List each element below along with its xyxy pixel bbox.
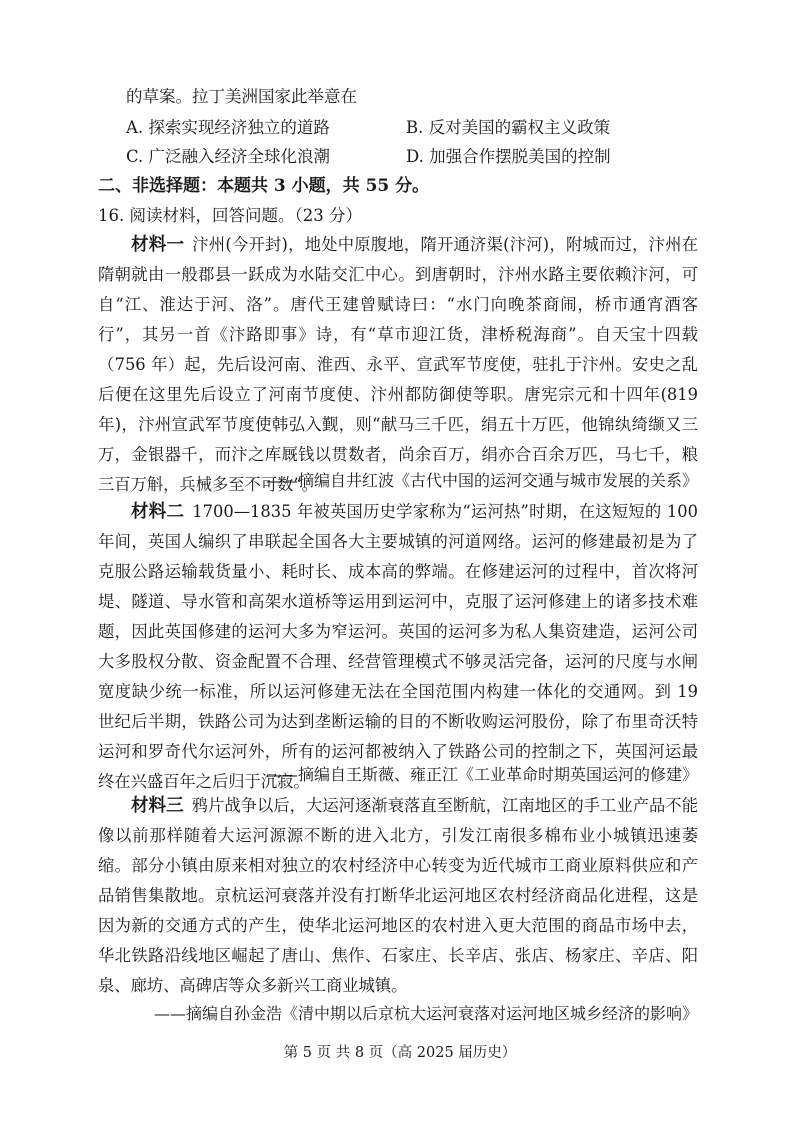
page-footer: 第 5 页 共 8 页（高 2025 届历史） xyxy=(283,1045,517,1061)
material-3 xyxy=(98,791,698,1001)
material-1-text: 汴州(今开封)，地处中原腹地，隋开通济渠(汴河)，附城而过，汴州在隋朝就由一般郡县一跃成为水陆交汇中心。到唐朝时，汴州水路主要依赖汴河，可自“江、淮达于河、洛”。唐代王建曾赋诗曰：“水门向晚茶商闹，桥市通宵酒客行”，其另一首《汴路即事》诗，有“草市迎江货，津桥税海商”。自天宝十四载（756 年）起，先后设河南、淮西、永平、宣武军节度使，驻扎于汴州。安史之乱后便在这里先后设立了河南节度使、汴州都防御使等职。唐宪宗元和十四年(819 年)，汴州宣武军节度使韩弘入觐，则“献马三千匹，绢五十万匹，他锦纨绮缬又三万，金银器千，而汴之库厩钱以贯数者，尚余百万，绢亦合百余万匹，马七千，粮三百万斛，兵械多至不可数”。 xyxy=(98,235,698,494)
question-16-heading: 16. 阅读材料，回答问题。（23 分） xyxy=(98,206,362,225)
question-15-stem-tail: 的草案。拉丁美洲国家此举意在 xyxy=(126,87,357,106)
option-a: A. 探索实现经济独立的道路 xyxy=(126,118,330,137)
option-d: D. 加强合作摆脱美国的控制 xyxy=(406,147,611,166)
material-1-label: 材料一 xyxy=(131,235,185,255)
option-b: B. 反对美国的霸权主义政策 xyxy=(406,118,611,137)
material-2-text: 1700—1835 年被英国历史学家称为“运河热”时期，在这短短的 100 年间，英国人编织了串联起全国各大主要城镇的河道网络。运河的修建最初是为了克服公路运输载货量小、耗时长、成本高的弊端。在修建运河的过程中，首次将河堤、隧道、导水管和高架水道桥等运用到运河中，克服了运河修建上的诸多技术难题，因此英国修建的运河大多为窄运河。英国的运河多为私人集资建造，运河公司大多股权分散、资金配置不合理、经营管理模式不够灵活完备，运河的尺度与水闸宽度缺少统一标准，所以运河修建无法在全国范围内构建一体化的交通网。到 19 世纪后半期，铁路公司为达到垄断运输的目的不断收购运河股份，除了布里奇沃特运河和罗奇代尔运河外，所有的运河都被纳入了铁路公司的控制之下，英国河运最终在兴盛百年之后归于沉寂。 xyxy=(98,502,699,791)
material-2 xyxy=(98,497,698,797)
material-1 xyxy=(98,230,698,500)
material-3-text: 鸦片战争以后，大运河逐渐衰落直至断航，江南地区的手工业产品不能像以前那样随着大运河源源不断的进入北方，引发江南很多棉布业小城镇迅速萎缩。部分小镇由原来相对独立的农村经济中心转变为近代城市工商业原料供应和产品销售集散地。京杭运河衰落并没有打断华北运河地区农村经济商品化进程，这是因为新的交通方式的产生，使华北运河地区的农村进入更大范围的商品市场中去，华北铁路沿线地区崛起了唐山、焦作、石家庄、长辛店、张店、杨家庄、辛店、阳泉、廊坊、高碑店等众多新兴工商业城镇。 xyxy=(98,796,698,995)
section-heading: 二、非选择题：本题共 3 小题，共 55 分。 xyxy=(98,176,430,196)
material-2-source: ——摘编自王斯薇、雍正江《工业革命时期英国运河的修建》 xyxy=(265,765,698,784)
material-3-source: ——摘编自孙金浩《清中期以后京杭大运河衰落对运河地区城乡经济的影响》 xyxy=(153,1004,698,1023)
material-2-label: 材料二 xyxy=(131,502,185,522)
option-c: C. 广泛融入经济全球化浪潮 xyxy=(126,147,331,166)
material-3-label: 材料三 xyxy=(131,796,184,816)
material-1-source: ——摘编自井红波《古代中国的运河交通与城市发展的关系》 xyxy=(265,471,698,490)
